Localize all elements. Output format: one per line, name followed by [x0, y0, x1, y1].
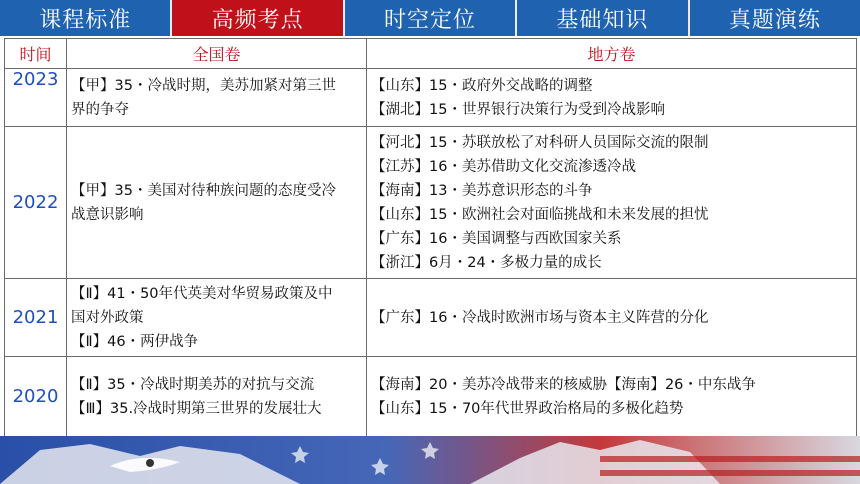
table-row [5, 279, 857, 357]
header-local-paper: 地方卷 [367, 39, 857, 69]
local-entry: 【河北】15・苏联放松了对科研人员国际交流的限制 [371, 134, 709, 151]
local-entry: 【山东】15・政府外交战略的调整 [371, 77, 593, 94]
tab-time-space-positioning[interactable]: 时空定位 [345, 0, 517, 36]
year-cell: 2023 [5, 69, 67, 127]
national-entry: 【Ⅱ】46・两伊战争 [71, 333, 199, 350]
table-header-row [5, 39, 857, 69]
table-row [5, 127, 857, 279]
local-entry: 【浙江】6月・24・多极力量的成长 [371, 254, 602, 271]
local-entry: 【广东】16・冷战时欧洲市场与资本主义阵营的分化 [371, 309, 709, 326]
national-cell [67, 127, 367, 279]
local-cell [367, 127, 857, 279]
national-cell [67, 69, 367, 127]
exam-points-table [4, 38, 857, 437]
local-cell [367, 357, 857, 437]
local-cell [367, 279, 857, 357]
national-entry: 界的争夺 [71, 101, 129, 118]
national-cell [67, 357, 367, 437]
eagle-flag-illustration [0, 436, 860, 484]
nav-tabs [0, 0, 860, 36]
table-row [5, 357, 857, 437]
table-row [5, 69, 857, 127]
local-entry: 【广东】16・美国调整与西欧国家关系 [371, 230, 622, 247]
national-entry: 【Ⅱ】35・冷战时期美苏的对抗与交流 [71, 376, 315, 393]
local-entry: 【江苏】16・美苏借助文化交流渗透冷战 [371, 158, 636, 175]
national-cell [67, 279, 367, 357]
tab-past-exam-practice[interactable]: 真题演练 [690, 0, 860, 36]
national-entry: 【甲】35・美国对待种族问题的态度受冷 [71, 182, 336, 199]
tab-key-exam-points[interactable]: 高频考点 [172, 0, 344, 36]
local-entry: 【湖北】15・世界银行决策行为受到冷战影响 [371, 101, 665, 118]
exam-points-table-container [4, 38, 856, 437]
local-entry: 【山东】15・欧洲社会对面临挑战和未来发展的担忧 [371, 206, 709, 223]
national-entry: 战意识影响 [71, 206, 144, 223]
local-cell [367, 69, 857, 127]
year-cell: 2021 [5, 279, 67, 357]
national-entry: 国对外政策 [71, 309, 144, 326]
header-time: 时间 [5, 39, 67, 69]
year-cell: 2020 [5, 357, 67, 437]
header-national-paper: 全国卷 [67, 39, 367, 69]
year-cell: 2022 [5, 127, 67, 279]
local-entry: 【山东】15・70年代世界政治格局的多极化趋势 [371, 400, 684, 417]
tab-basic-knowledge[interactable]: 基础知识 [517, 0, 689, 36]
national-entry: 【甲】35・冷战时期，美苏加紧对第三世 [71, 77, 336, 94]
tab-curriculum-standards[interactable]: 课程标准 [0, 0, 172, 36]
national-entry: 【Ⅲ】35.冷战时期第三世界的发展壮大 [71, 400, 322, 417]
local-entry: 【海南】13・美苏意识形态的斗争 [371, 182, 593, 199]
national-entry: 【Ⅱ】41・50年代英美对华贸易政策及中 [71, 285, 333, 302]
eagle-flag-banner-image [0, 436, 860, 484]
local-entry: 【海南】20・美苏冷战带来的核威胁【海南】26・中东战争 [371, 376, 756, 393]
